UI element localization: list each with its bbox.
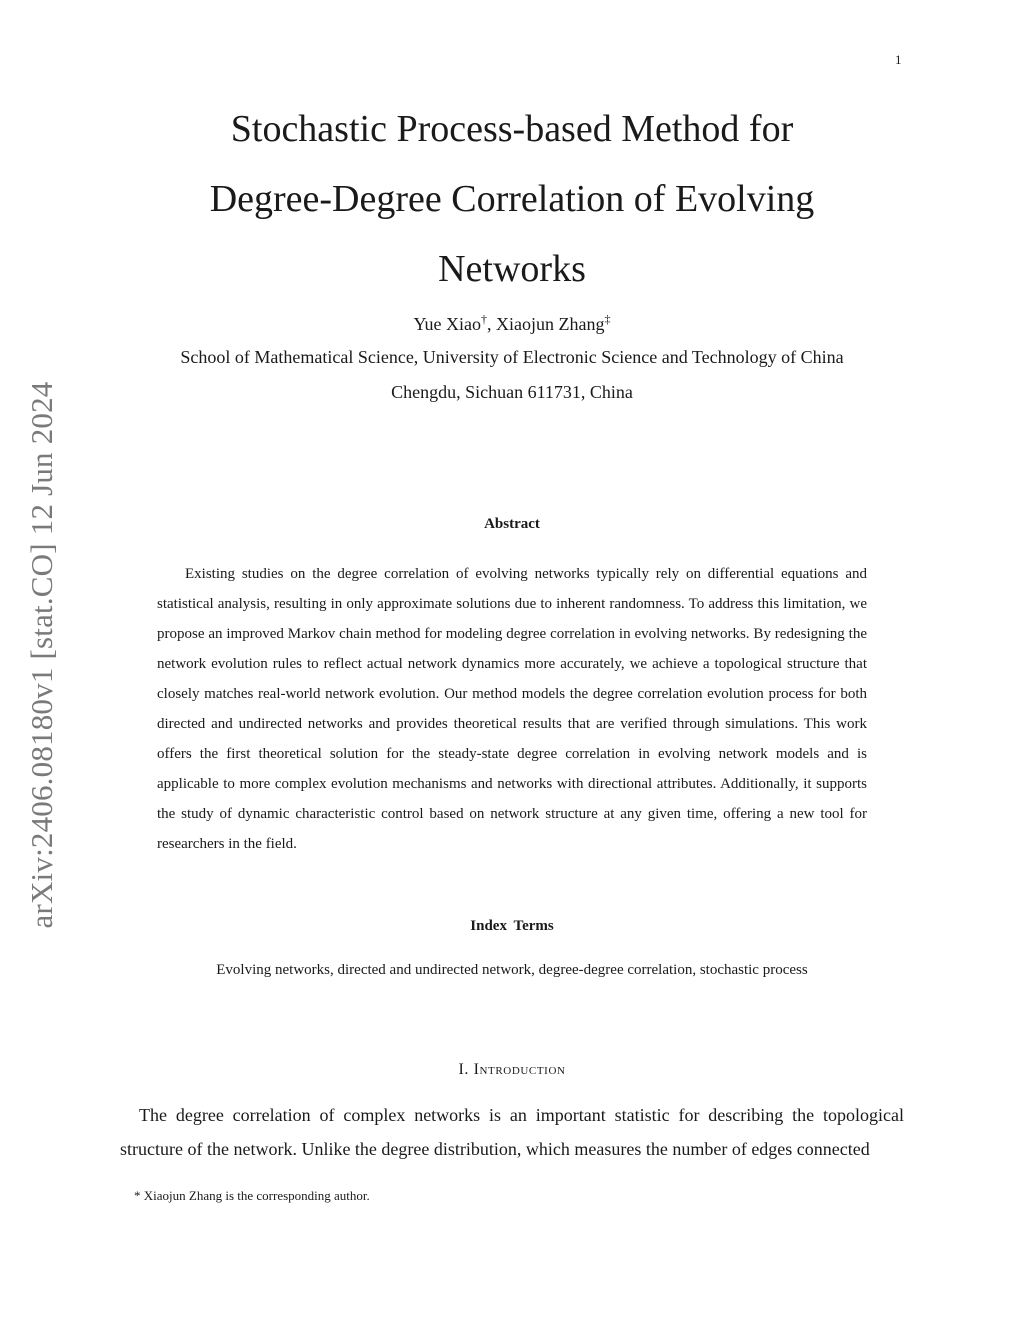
introduction-paragraph: The degree correlation of complex networks is an important statistic for describing the topological structure of the network. Unlike the degree distribution, which measures the number of edges connected [120, 1105, 904, 1159]
page-number: 1 [895, 52, 902, 67]
author-name: Yue Xiao [413, 314, 481, 334]
title-line-2: Degree-Degree Correlation of Evolving [209, 178, 815, 220]
index-terms-text: Evolving networks, directed and undirected network, degree-degree correlation, stochastic process [216, 962, 808, 978]
arxiv-identifier-stamp: arXiv:2406.08180v1 [stat.CO] 12 Jun 2024 [24, 381, 59, 929]
author-list [0, 312, 1024, 335]
abstract-text: Existing studies on the degree correlation of evolving networks typically rely on differential equations and statistical analysis, resulting in only approximate solutions due to inherent randomness. To address this limitation, we propose an improved Markov chain method for modeling degree correlation in evolving networks. By redesigning the network evolution rules to reflect actual network dynamics more accurately, we achieve a topological structure that closely matches real-world network evolution. Our method models the degree correlation evolution process for both directed and undirected networks and provides theoretical results that are verified through simulations. This work offers the first theoretical solution for the steady-state degree correlation in evolving network models and is applicable to more complex evolution mechanisms and networks with directional attributes. Additionally, it supports the study of dynamic characteristic control based on network structure at any given time, offering a new tool for researchers in the field. [157, 566, 867, 852]
section-heading-introduction: I. Introduction [458, 1061, 566, 1078]
author-separator: , [487, 314, 496, 334]
author-affiliation-mark: † [481, 312, 487, 326]
index-terms-heading: Index Terms [470, 918, 554, 934]
footnote: * Xiaojun Zhang is the corresponding author. [134, 1188, 370, 1203]
author-affiliation-mark: ‡ [604, 312, 611, 326]
abstract-heading: Abstract [484, 516, 540, 532]
title-line-1: Stochastic Process-based Method for [230, 108, 794, 150]
title-line-3: Networks [438, 248, 586, 290]
paper-title [0, 94, 1024, 304]
affiliation-address: Chengdu, Sichuan 611731, China [391, 382, 633, 402]
affiliation-institution: School of Mathematical Science, University of Electronic Science and Technology of China [180, 347, 844, 367]
author-name: Xiaojun Zhang [496, 314, 605, 334]
